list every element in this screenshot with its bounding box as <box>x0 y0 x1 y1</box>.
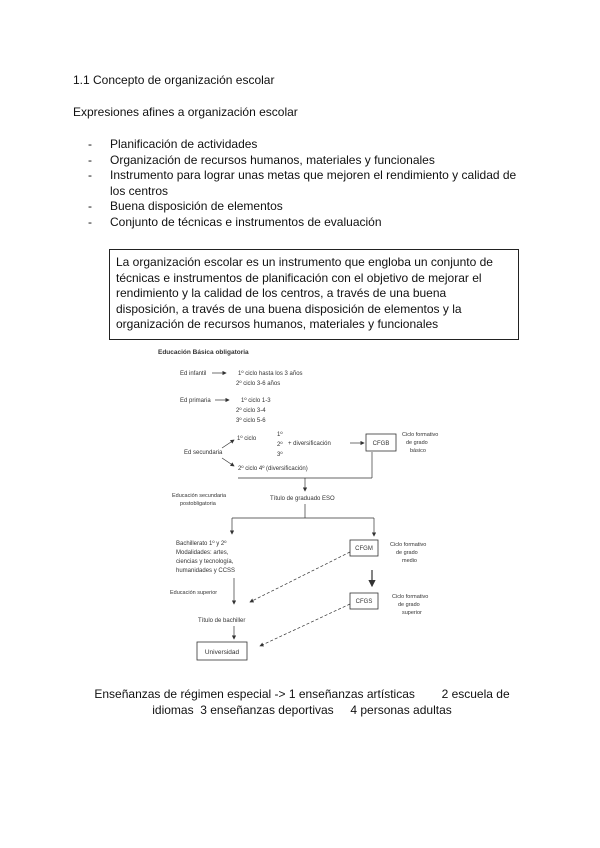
postobligatoria-1: Educación secundaria <box>172 493 227 499</box>
definition-box: La organización escolar es un instrumento que engloba un conjunto de técnicas e instrumentos de planificación con el objetivo de mejorar el rendimiento y la calidad de los centros, a través de una buena disposición, a través de una buena disposición de elementos y la organización de recursos humanos, materiales y funcionales <box>109 249 519 340</box>
cfgb-desc-3: básico <box>410 448 426 454</box>
list-item-text: Planificación de actividades <box>110 137 258 151</box>
primaria-label: Ed primaria <box>180 398 211 404</box>
cfgm-desc-2: de grado <box>396 550 418 556</box>
subheading: Expresiones afines a organización escolar <box>73 105 298 119</box>
education-system-diagram <box>150 342 450 672</box>
bach-line-2: Modalidades: artes, <box>176 550 229 556</box>
bullet-marker: - <box>88 199 92 213</box>
cfgs-label: CFGS <box>355 599 373 605</box>
list-item <box>88 199 528 215</box>
bullet-marker: - <box>88 137 92 151</box>
cfgm-desc-3: medio <box>402 558 417 564</box>
cfgs-desc-1: Ciclo formativo <box>392 594 429 600</box>
list-item-text: Conjunto de técnicas e instrumentos de evaluación <box>110 214 382 229</box>
list-item <box>88 168 528 199</box>
list-item-text: Organización de recursos humanos, materiales y funcionales <box>110 152 435 167</box>
footer-note <box>82 686 522 718</box>
list-item-text: Buena disposición de elementos <box>110 199 283 213</box>
cfgm-label: CFGM <box>355 546 373 552</box>
sec-2: 2º <box>277 442 283 448</box>
diagram-title: Educación Básica obligatoria <box>158 349 249 356</box>
sec-diversificacion: + diversificación <box>288 441 331 447</box>
cfgs-desc-2: de grado <box>398 602 420 608</box>
sec-ciclo-1: 1º ciclo <box>237 436 257 442</box>
cfgb-desc-1: Ciclo formativo <box>402 432 439 438</box>
secundaria-up-arrow <box>222 440 234 448</box>
list-item <box>88 137 528 153</box>
ed-superior: Educación superior <box>170 590 218 596</box>
footer-line-1: Enseñanzas de régimen especial -> 1 enseñanzas artísticas 2 escuela de <box>94 687 510 701</box>
bullet-marker: - <box>88 152 92 167</box>
sec-ciclo-2: 2º ciclo 4º (diversificación) <box>238 466 308 472</box>
infantil-label: Ed infantil <box>180 371 207 377</box>
list-item <box>88 215 528 231</box>
bach-line-1: Bachillerato 1º y 2º <box>176 541 227 547</box>
primaria-ciclo-1: 1º ciclo 1-3 <box>241 398 271 404</box>
cfgb-label: CFGB <box>372 441 390 447</box>
bach-line-3: ciencias y tecnología, <box>176 559 234 565</box>
primaria-ciclo-3: 3º ciclo 5-6 <box>236 418 266 424</box>
cfgm-to-bach-dashed <box>250 552 350 602</box>
list-item-text: Instrumento para lograr unas metas que mejoren el rendimiento y calidad de los centros <box>110 168 517 198</box>
list-item <box>88 153 528 169</box>
postobligatoria-2: postobligatoria <box>180 501 216 507</box>
sec-3: 3º <box>277 452 283 458</box>
cfgm-desc-1: Ciclo formativo <box>390 542 427 548</box>
infantil-ciclo-2: 2º ciclo 3-6 años <box>236 381 281 387</box>
sec-1: 1º <box>277 432 283 438</box>
titulo-bachiller: Título de bachiller <box>198 618 246 624</box>
universidad-label: Universidad <box>204 649 240 656</box>
footer-line-2: idiomas 3 enseñanzas deportivas 4 personas adultas <box>152 703 452 717</box>
bullet-list <box>88 137 528 230</box>
bullet-marker: - <box>88 168 92 182</box>
bach-line-4: humanidades y CCSS <box>176 568 236 574</box>
secundaria-down-arrow <box>222 458 234 466</box>
cfgs-to-uni-dashed <box>260 604 350 646</box>
primaria-ciclo-2: 2º ciclo 3-4 <box>236 408 266 414</box>
section-heading: 1.1 Concepto de organización escolar <box>73 73 275 87</box>
titulo-eso: Título de graduado ESO <box>270 496 335 502</box>
cfgs-desc-3: superior <box>402 610 422 616</box>
secundaria-label: Ed secundaria <box>184 450 223 456</box>
infantil-ciclo-1: 1º ciclo hasta los 3 años <box>238 371 303 377</box>
cfgb-desc-2: de grado <box>406 440 428 446</box>
bullet-marker: - <box>88 214 92 229</box>
